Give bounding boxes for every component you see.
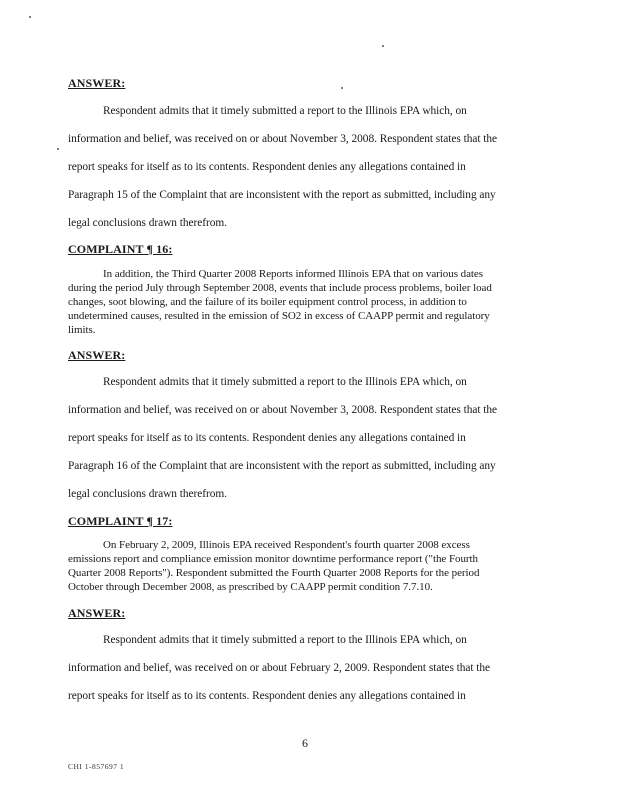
scan-speck xyxy=(341,87,343,89)
answer-16-line: report speaks for itself as to its contents. Respondent denies any allegations contained in xyxy=(68,432,466,444)
answer-heading: ANSWER: xyxy=(68,606,126,620)
answer-15-line: legal conclusions drawn therefrom. xyxy=(68,217,227,229)
answer-15-line: information and belief, was received on or about November 3, 2008. Respondent states that the xyxy=(68,133,498,145)
answer-16-line: Respondent admits that it timely submitted a report to the Illinois EPA which, on xyxy=(103,376,467,388)
answer-heading: ANSWER: xyxy=(68,348,126,362)
complaint-16-heading: COMPLAINT ¶ 16: xyxy=(68,242,173,256)
complaint-16-line: changes, soot blowing, and the failure of its boiler equipment control process, in addition to xyxy=(68,296,467,308)
complaint-17-line: emissions report and compliance emission monitor downtime performance report ("the Fourth xyxy=(68,553,478,565)
answer-16-line: Paragraph 16 of the Complaint that are inconsistent with the report as submitted, including any xyxy=(68,460,496,472)
complaint-17-line: Quarter 2008 Reports"). Respondent submitted the Fourth Quarter 2008 Reports for the period xyxy=(68,567,480,579)
complaint-17-line: On February 2, 2009, Illinois EPA received Respondent's fourth quarter 2008 excess xyxy=(103,539,470,551)
answer-16-line: information and belief, was received on or about November 3, 2008. Respondent states that the xyxy=(68,404,498,416)
scan-speck xyxy=(57,148,59,150)
answer-15-line: Paragraph 15 of the Complaint that are inconsistent with the report as submitted, including any xyxy=(68,189,496,201)
complaint-17-line: October through December 2008, as prescribed by CAAPP permit condition 7.7.10. xyxy=(68,581,433,593)
complaint-16-line: In addition, the Third Quarter 2008 Reports informed Illinois EPA that on various dates xyxy=(103,268,483,280)
scan-speck xyxy=(29,16,31,18)
complaint-17-heading: COMPLAINT ¶ 17: xyxy=(68,514,173,528)
complaint-16-line: undetermined causes, resulted in the emission of SO2 in excess of CAAPP permit and regulatory xyxy=(68,310,490,322)
answer-16-line: legal conclusions drawn therefrom. xyxy=(68,488,227,500)
complaint-16-line: limits. xyxy=(68,324,96,336)
answer-17-line: report speaks for itself as to its contents. Respondent denies any allegations contained in xyxy=(68,690,466,702)
scan-speck xyxy=(382,45,384,47)
complaint-16-line: during the period July through September 2008, events that include process problems, boiler load xyxy=(68,282,492,294)
page-number: 6 xyxy=(302,736,308,750)
answer-17-line: information and belief, was received on or about February 2, 2009. Respondent states that the xyxy=(68,662,491,674)
answer-15-line: report speaks for itself as to its contents. Respondent denies any allegations contained in xyxy=(68,161,466,173)
document-id: CHI 1-857697 1 xyxy=(68,762,125,771)
answer-15-line: Respondent admits that it timely submitted a report to the Illinois EPA which, on xyxy=(103,105,467,117)
answer-17-line: Respondent admits that it timely submitted a report to the Illinois EPA which, on xyxy=(103,634,467,646)
answer-heading: ANSWER: xyxy=(68,76,126,90)
